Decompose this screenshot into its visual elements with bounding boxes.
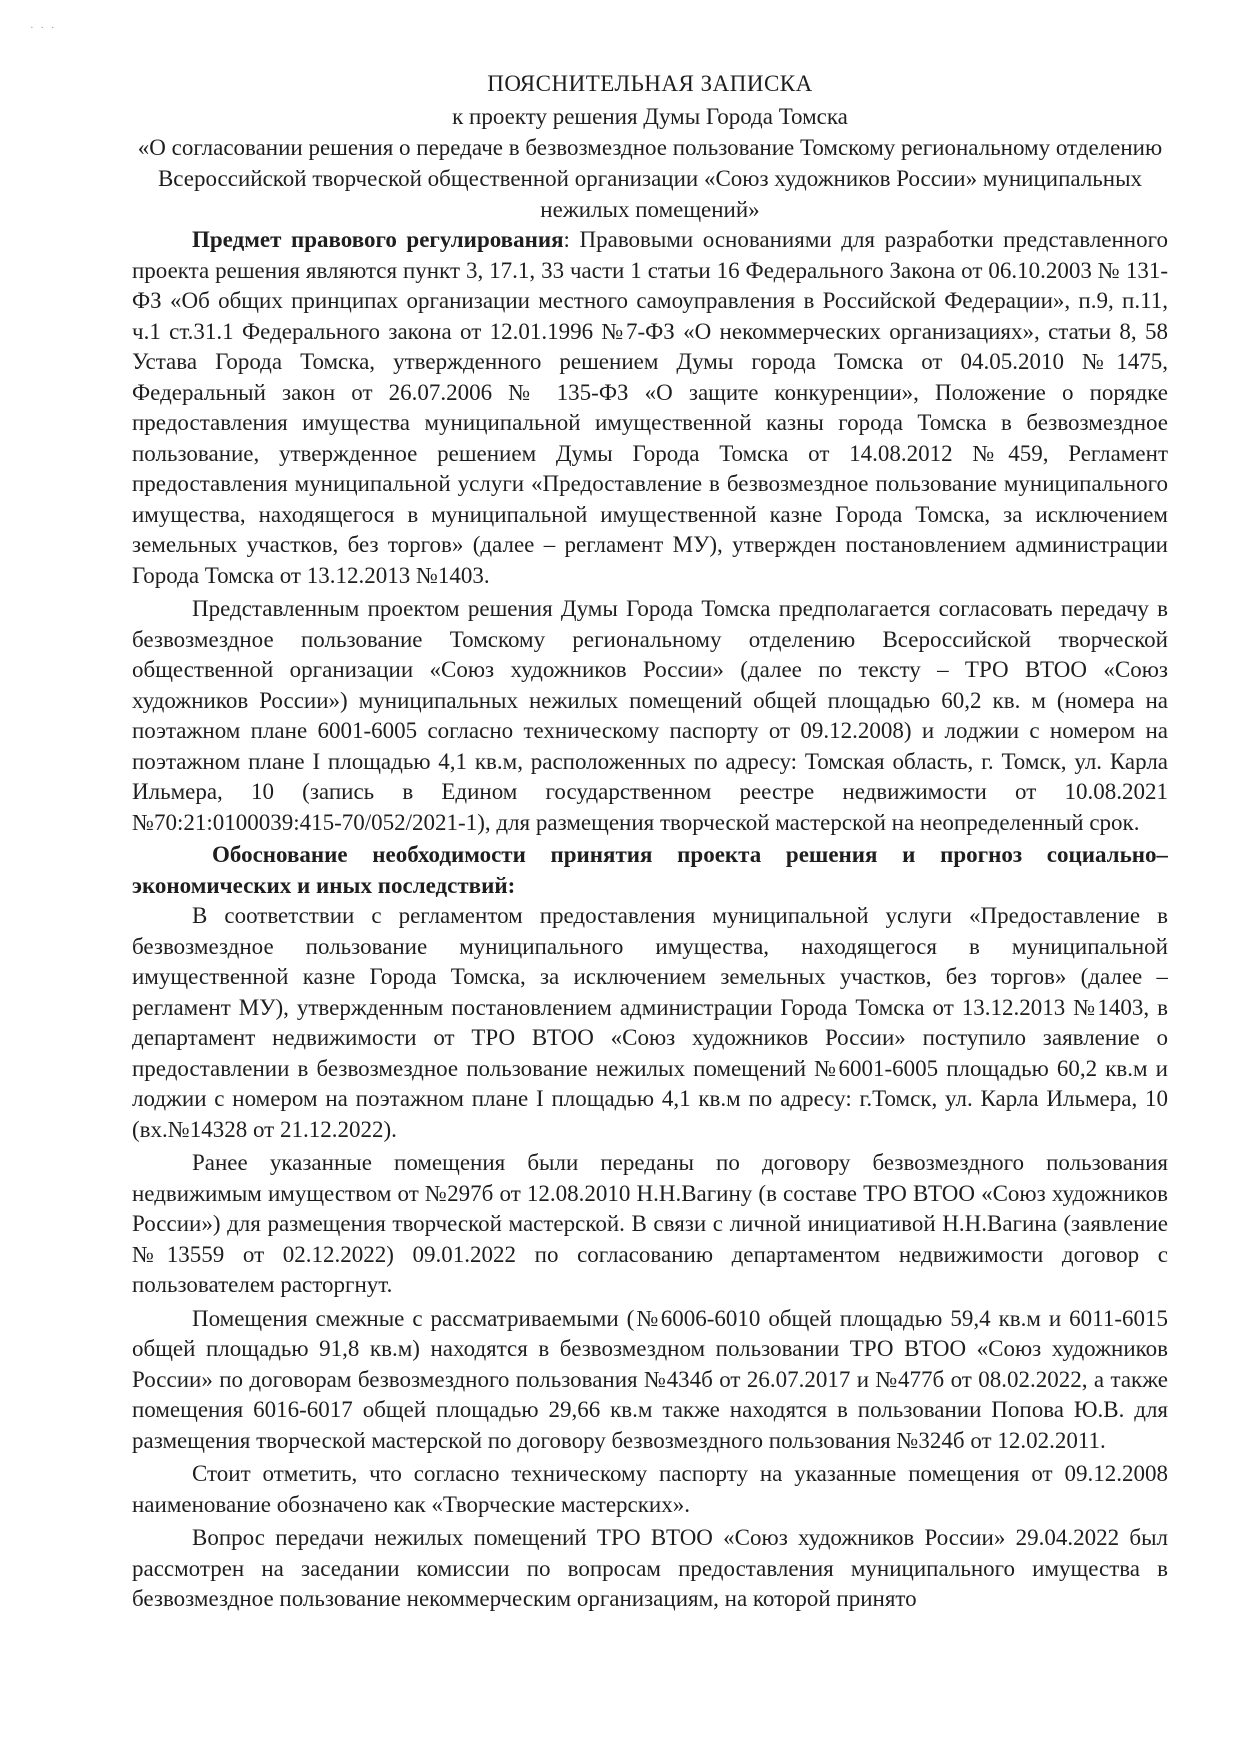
paragraph-regulation — [132, 225, 1168, 591]
document-subtitle: к проекту решения Думы Города Томска — [452, 104, 848, 129]
regulation-lead: Предмет правового регулирования — [192, 227, 564, 252]
paragraph-adjacent-premises: Помещения смежные с рассматриваемыми (№6006-6010 общей площадью 59,4 кв.м и 6011-6015 общей площадью 91,8 кв.м) находятся в безвозмездном пользовании ТРО ВТОО «Союз художников России» по договорам безвозмездного пользования №434б от 26.07.2017 и №477б от 08.02.2022, а также помещения 6016-6017 общей площадью 29,66 кв.м также находятся в пользовании Попова Ю.В. для размещения творческой мастерской по договору безвозмездного пользования №324б от 12.02.2011. — [132, 1305, 1168, 1453]
paragraph-proposal: Представленным проектом решения Думы Города Томска предполагается согласовать передачу в безвозмездное пользование Томскому региональному отделению Всероссийской творческой общественной организации «Союз художников России» (далее по тексту – ТРО ВТОО «Союз художников России») муниципальных нежилых помещений общей площадью 60,2 кв. м (номера на поэтажном плане 6001-6005 согласно техническому паспорту от 09.12.2008) и лоджии с номером на поэтажном плане I площадью 4,1 кв.м, расположенных по адресу: Томская область, г. Томск, ул. Карла Ильмера, 10 (запись в Едином государственном реестре недвижимости от 10.08.2021 №70:21:0100039:415-70/052/2021-1), для размещения творческой мастерской на неопределенный срок. — [132, 596, 1168, 835]
regulation-text: : Правовыми основаниями для разработки представленного проекта решения являются пункт 3, 17.1, 33 части 1 статьи 16 Федерального Закона от 06.10.2003 № 131-ФЗ «Об общих принципах организации местного самоуправления в Российской Федерации», п.9, п.11, ч.1 ст.31.1 Федерального закона от 12.01.1996 №7-ФЗ «О некоммерческих организациях», статьи 8, 58 Устава Города Томска, утвержденного решением Думы города Томска от 04.05.2010 №1475, Федеральный закон от 26.07.2006 № 135-ФЗ «О защите конкуренции», Положение о порядке предоставления имущества муниципальной имущественной казны города Томска в безвозмездное пользование, утвержденное решением Думы Города Томска от 14.08.2012 №459, Регламент предоставления муниципальной услуги «Предоставление в безвозмездное пользование муниципального имущества, находящегося в муниципальной имущественной казне Города Томска, за исключением земельных участков, без торгов» (далее – регламент МУ), утвержден постановлением администрации Города Томска от 13.12.2013 №1403. — [132, 227, 1168, 588]
document-page — [132, 68, 1168, 1708]
document-title: ПОЯСНИТЕЛЬНАЯ ЗАПИСКА — [487, 71, 813, 96]
document-subject: «О согласовании решения о передаче в безвозмездное пользование Томскому региональному отделению Всероссийской творческой общественной организации «Союз художников России» муниципальных нежилых помещений» — [137, 135, 1163, 222]
section-heading-justification: Обоснование необходимости принятия проекта решения и прогноз социально–экономических и иных последствий: — [132, 842, 1168, 898]
paragraph-previous-contract: Ранее указанные помещения были переданы по договору безвозмездного пользования недвижимым имуществом от №297б от 12.08.2010 Н.Н.Вагину (в составе ТРО ВТОО «Союз художников России») для размещения творческой мастерской. В связи с личной инициативой Н.Н.Вагина (заявление №13559 от 02.12.2022) 09.01.2022 по согласованию департаментом недвижимости договор с пользователем расторгнут. — [132, 1150, 1168, 1297]
paragraph-technical-passport: Стоит отметить, что согласно техническому паспорту на указанные помещения от 09.12.2008 наименование обозначено как «Творческие мастерских». — [132, 1461, 1168, 1517]
paragraph-commission: Вопрос передачи нежилых помещений ТРО ВТОО «Союз художников России» 29.04.2022 был рассмотрен на заседании комиссии по вопросам предоставления муниципального имущества в безвозмездное пользование некоммерческим организациям, на которой принято — [132, 1525, 1168, 1611]
scan-artifact: · · · — [30, 22, 57, 34]
paragraph-application: В соответствии с регламентом предоставления муниципальной услуги «Предоставление в безвозмездное пользование муниципального имущества, находящегося в муниципальной имущественной казне Города Томска, за исключением земельных участков, без торгов» (далее – регламент МУ), утвержденным постановлением администрации Города Томска от 13.12.2013 №1403, в департамент недвижимости от ТРО ВТОО «Союз художников России» поступило заявление о предоставлении в безвозмездное пользование нежилых помещений №6001-6005 площадью 60,2 кв.м и лоджии с номером на поэтажном плане I площадью 4,1 кв.м по адресу: г.Томск, ул. Карла Ильмера, 10 (вх.№14328 от 21.12.2022). — [132, 903, 1168, 1142]
